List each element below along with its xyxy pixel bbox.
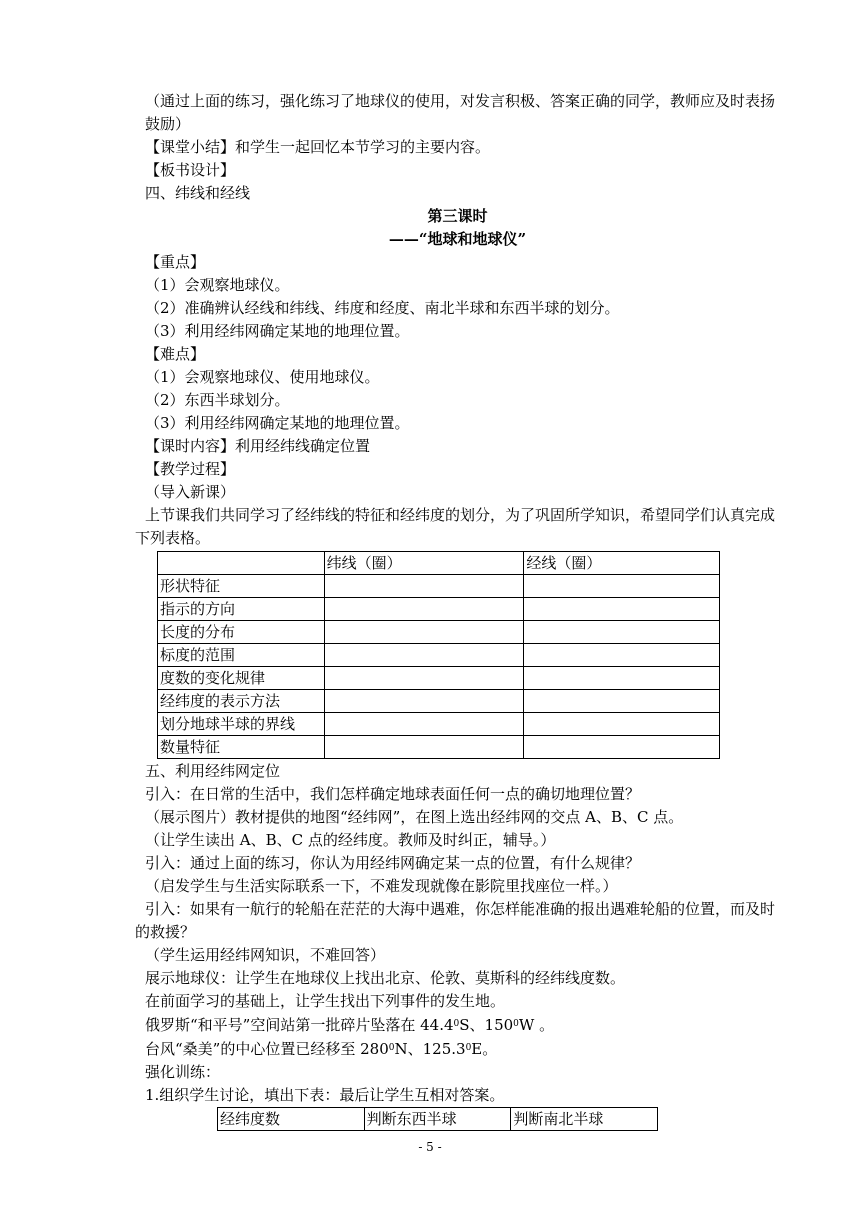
paragraph: （展示图片）教材提供的地图“经纬网”，在图上选出经纬网的交点 A、B、C 点。 [145,808,684,826]
paragraph: 【难点】 [145,345,206,363]
paragraph: 【板书设计】 [145,161,236,179]
text-span: S、150 [459,1016,514,1034]
degree-sup: 0 [465,1043,472,1053]
hemisphere-table [217,1107,658,1131]
table-cell [324,598,524,621]
row-label: 指示的方向 [158,598,325,621]
paragraph: 【教学过程】 [145,460,236,478]
paragraph: 【课堂小结】和学生一起回忆本节学习的主要内容。 [145,138,491,156]
row-label: 形状特征 [158,575,325,598]
paragraph: 强化训练： [145,1063,221,1081]
row-label: 长度的分布 [158,621,325,644]
paragraph: 【重点】 [145,253,206,271]
degree-sup: 0 [453,1019,460,1029]
row-label: 标度的范围 [158,644,325,667]
row-label: 经纬度的表示方法 [158,690,325,713]
paragraph: 1.组织学生讨论，填出下表：最后让学生互相对答案。 [145,1086,505,1104]
table-row [158,644,720,667]
paragraph: （让学生读出 A、B、C 点的经纬度。教师及时纠正，辅导。） [145,831,556,849]
paragraph: 引入：如果有一航行的轮船在茫茫的大海中遇难，你怎样能准确的报出遇难轮船的位置，而及时的救援？ [135,900,776,941]
row-label: 数量特征 [158,736,325,759]
degree-sup: 0 [388,1043,395,1053]
text-span: 台风“桑美”的中心位置已经移至 280 [145,1040,389,1058]
table-cell [524,621,720,644]
table-cell [324,667,524,690]
paragraph: （2）准确辨认经线和纬线、纬度和经度、南北半球和东西半球的划分。 [145,299,620,317]
paragraph: （通过上面的练习，强化练习了地球仪的使用，对发言积极、答案正确的同学，教师应及时表扬鼓励） [145,92,776,133]
paragraph: （启发学生与生活实际联系一下，不难发现就像在影院里找座位一样。） [145,877,618,895]
table-row [158,690,720,713]
paragraph: （1）会观察地球仪。 [145,276,290,294]
table-row [158,598,720,621]
table-row [158,621,720,644]
paragraph-typhoon [135,1037,780,1061]
paragraph-mir [135,1013,780,1037]
table-cell [324,575,524,598]
paragraph: 展示地球仪：让学生在地球仪上找出北京、伦敦、莫斯科的经纬线度数。 [145,969,626,987]
section-heading: 四、纬线和经线 [145,184,251,202]
lesson-title: 第三课时 [427,207,488,225]
table-header-row [218,1108,658,1131]
table-row [158,736,720,759]
table-header-cell: 判断南北半球 [511,1108,658,1131]
table-cell [324,713,524,736]
row-label: 度数的变化规律 [158,667,325,690]
table-header-cell: 判断东西半球 [364,1108,511,1131]
page-content [135,90,780,1131]
table-cell [524,575,720,598]
table-cell [324,621,524,644]
paragraph: 引入：通过上面的练习，你认为用经纬网确定某一点的位置，有什么规律？ [145,854,641,872]
row-label: 划分地球半球的界线 [158,713,325,736]
paragraph: （2）东西半球划分。 [145,391,290,409]
table-row [158,713,720,736]
table-cell [524,644,720,667]
lesson-subtitle: ——“地球和地球仪” [388,230,527,248]
table-cell [524,713,720,736]
table-cell [324,736,524,759]
table-cell [524,598,720,621]
text-span: N、125.3 [394,1040,466,1058]
table-header-row [158,552,720,575]
paragraph: 【课时内容】利用经纬线确定位置 [145,437,371,455]
table-header-cell: 纬线（圈） [324,552,524,575]
table-cell [524,736,720,759]
table-header-cell: 经线（圈） [524,552,720,575]
table-cell [524,690,720,713]
latitude-longitude-table [157,551,720,759]
text-span: W 。 [518,1016,555,1034]
table-row [158,667,720,690]
table-row [158,575,720,598]
paragraph: 上节课我们共同学习了经纬线的特征和经纬度的划分，为了巩固所学知识，希望同学们认真完成下列表格。 [135,506,776,547]
degree-sup: 0 [513,1019,519,1029]
paragraph: （3）利用经纬网确定某地的地理位置。 [145,414,410,432]
table-cell [324,690,524,713]
paragraph: （导入新课） [145,483,236,501]
section-heading: 五、利用经纬网定位 [145,762,281,780]
paragraph: （1）会观察地球仪、使用地球仪。 [145,368,380,386]
page-number: - 5 - [418,1140,442,1154]
text-span: 俄罗斯“和平号”空间站第一批碎片坠落在 44.4 [145,1016,454,1034]
text-span: E。 [471,1040,498,1058]
paragraph: （学生运用经纬网知识，不难回答） [145,946,386,964]
paragraph: 引入：在日常的生活中，我们怎样确定地球表面任何一点的确切地理位置？ [145,785,641,803]
paragraph: 在前面学习的基础上，让学生找出下列事件的发生地。 [145,992,506,1010]
table-cell [524,667,720,690]
table-header-cell: 经纬度数 [218,1108,365,1131]
paragraph: （3）利用经纬网确定某地的地理位置。 [145,322,410,340]
table-header-cell [158,552,325,575]
table-cell [324,644,524,667]
